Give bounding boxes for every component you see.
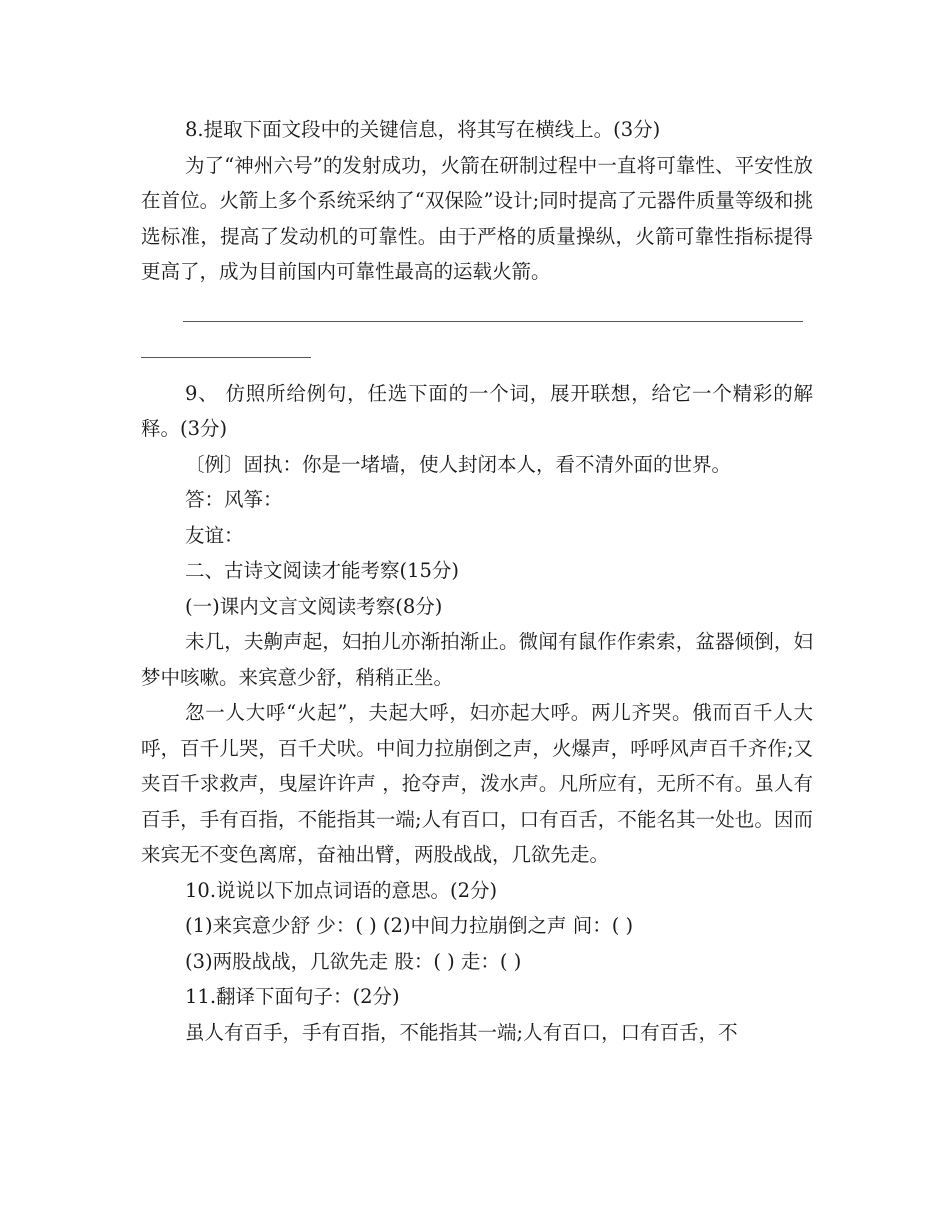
question-9-title: 9、 仿照所给例句，任选下面的一个词，展开联想，给它一个精彩的解释。(3分)	[141, 381, 813, 440]
section-2-subtitle: (一)课内文言文阅读考察(8分)	[185, 594, 443, 618]
question-11-title: 11.翻译下面句子：(2分)	[185, 985, 400, 1008]
question-10-line-2: (3)两股战战，几欲先走 股：( ) 走：( )	[185, 949, 522, 973]
question-9-answer-kite: 答：风筝：	[185, 488, 283, 511]
question-10-line-1: (1)来宾意少舒 少：( ) (2)中间力拉崩倒之声 间：( )	[185, 914, 634, 937]
section-2-title: 二、古诗文阅读才能考察(15分)	[185, 559, 460, 582]
question-8-passage: 为了“神州六号”的发射成功，火箭在研制过程中一直将可靠性、平安性放在首位。火箭上多个系统采纳了“双保险”设计;同时提高了元器件质量等级和挑选标准，提高了发动机的可靠性。由于严格的质量操纵，火箭可靠性指标提得更高了，成为目前国内可靠性最高的运载火箭。	[141, 153, 813, 283]
document-content	[141, 112, 813, 1050]
answer-line-1	[183, 321, 803, 322]
question-10-title: 10.说说以下加点词语的意思。(2分)	[185, 878, 498, 902]
question-8-answer-lines	[141, 290, 813, 362]
classical-passage-paragraph-1: 未几，夫齁声起，妇拍儿亦渐拍渐止。微闻有鼠作作索索，盆器倾倒，妇梦中咳嗽。来宾意少舒，稍稍正坐。	[141, 630, 813, 689]
question-9-answer-friendship: 友谊：	[185, 523, 244, 547]
question-8-title: 8.提取下面文段中的关键信息，将其写在横线上。(3分)	[185, 118, 661, 141]
question-11-sentence: 虽人有百手，手有百指，不能指其一端;人有百口，口有百舌，不	[185, 1020, 738, 1044]
question-9-example: 〔例〕固执：你是一堵墙，使人封闭本人，看不清外面的世界。	[185, 452, 732, 476]
answer-line-2	[141, 357, 311, 358]
classical-passage-paragraph-2: 忽一人大呼“火起”，夫起大呼，妇亦起大呼。两儿齐哭。俄而百千人大呼，百千儿哭，百千犬吠。中间力拉崩倒之声，火爆声，呼呼风声百千齐作;又夹百千求救声，曳屋许许声 ，抢夺声，泼水声。凡所应有，无所不有。虽人有百手，手有百指，不能指其一端;人有百口，口有百舌，不能名其一处也。因而来宾无不变色离席，奋袖出臂，两股战战，几欲先走。	[141, 701, 813, 866]
